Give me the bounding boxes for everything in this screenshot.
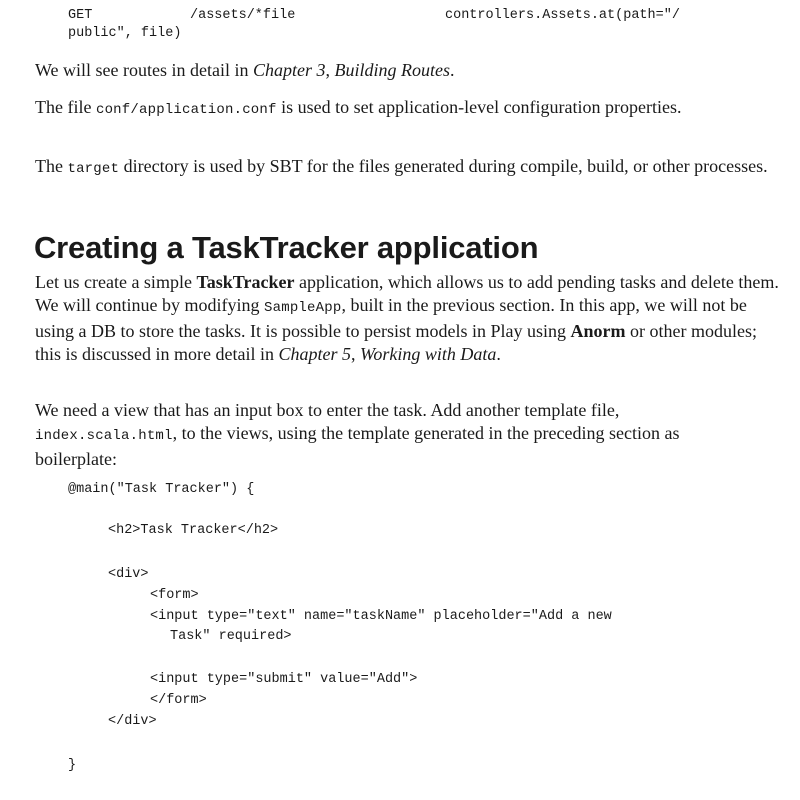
paragraph-text: , built in the previous section. In this app, we will not be using a DB to store the tasks. It is possible to persist models in Play using: [35, 295, 747, 341]
paragraph-text: , to the views, using the template generated in the preceding section as boilerplate:: [35, 423, 680, 469]
route-method: GET: [68, 8, 93, 23]
chapter-reference: Chapter 3: [253, 60, 326, 80]
paragraph-end: .: [450, 60, 455, 80]
code-line: <form>: [150, 588, 199, 603]
paragraph-target: [35, 155, 785, 181]
inline-code-sampleapp: SampleApp: [264, 300, 342, 316]
paragraph-text: directory is used by SBT for the files generated during compile, build, or other processes.: [119, 156, 768, 176]
bold-term-anorm: Anorm: [570, 321, 626, 341]
paragraph-text: We will see routes in detail in: [35, 60, 253, 80]
paragraph-conf: [35, 96, 755, 122]
code-line: Task" required>: [170, 629, 292, 644]
inline-code-index: index.scala.html: [35, 428, 173, 444]
paragraph-text: The: [35, 156, 68, 176]
code-line: <input type="text" name="taskName" placeholder="Add a new: [150, 609, 612, 624]
paragraph-text: The file: [35, 97, 96, 117]
paragraph-text: is used to set application-level configuration properties.: [276, 97, 682, 117]
route-path: /assets/*file: [190, 8, 296, 23]
inline-code-target: target: [67, 161, 120, 177]
code-line: @main("Task Tracker") {: [68, 482, 255, 497]
paragraph-text: application, which allows us to add pending tasks and delete them. We will continue by modifying: [35, 272, 779, 315]
separator-text: ,: [351, 344, 360, 364]
chapter-title-reference: Working with Data: [360, 344, 497, 364]
code-line: </div>: [108, 714, 157, 729]
code-line: <h2>Task Tracker</h2>: [108, 523, 279, 538]
code-line: }: [68, 758, 77, 773]
paragraph-view: [35, 399, 755, 471]
code-line: </form>: [150, 693, 207, 708]
code-line: <input type="submit" value="Add">: [150, 672, 418, 687]
paragraph-text: Let us create a simple: [35, 272, 197, 292]
section-heading: Creating a TaskTracker application: [34, 230, 539, 265]
paragraph-intro: [35, 271, 780, 366]
chapter-reference: Chapter 5: [278, 344, 351, 364]
paragraph-routes: [35, 59, 780, 82]
route-action: controllers.Assets.at(path="/: [445, 8, 680, 23]
chapter-title-reference: Building Routes: [334, 60, 451, 80]
route-code-line-1: [68, 7, 92, 25]
paragraph-end: .: [496, 344, 501, 364]
inline-code-conf: conf/application.conf: [95, 102, 277, 118]
bold-term-tasktracker: TaskTracker: [196, 272, 295, 292]
code-line: <div>: [108, 567, 149, 582]
paragraph-text: or other modules; this is discussed in more detail in: [35, 321, 757, 364]
route-code-line-2: public", file): [68, 26, 182, 41]
paragraph-text: We need a view that has an input box to enter the task. Add another template file,: [35, 400, 620, 420]
separator-text: ,: [325, 60, 335, 80]
